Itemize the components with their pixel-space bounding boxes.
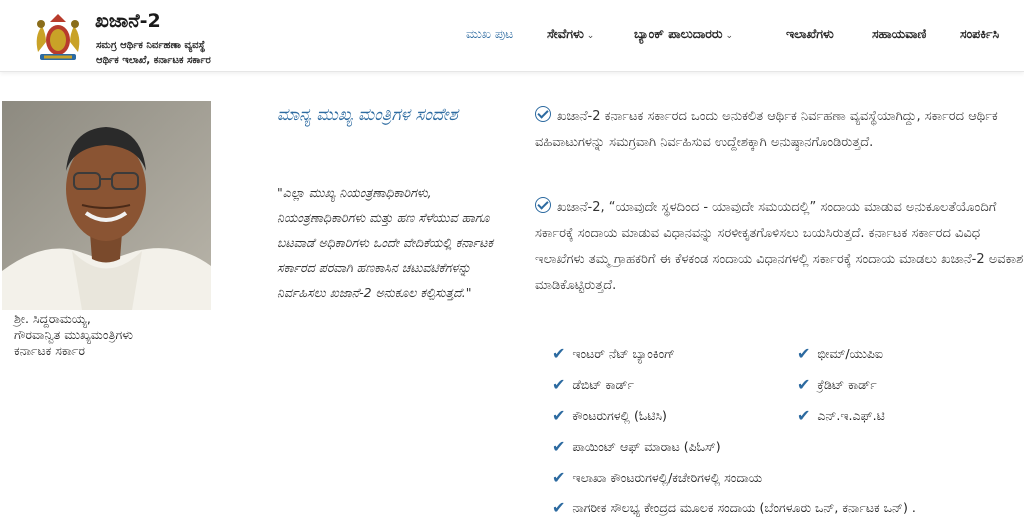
payment-mode-label: ಕ್ರೆಡಿಟ್ ಕಾರ್ಡ್ <box>817 377 877 392</box>
info-paragraph-1-text: ಖಜಾನೆ-2 ಕರ್ನಾಟಕ ಸರ್ಕಾರದ ಒಂದು ಅನುಕಲಿತ ಆರ್ಥಿಕ ನಿರ್ವಹಣಾ ವ್ಯವಸ್ಥೆಯಾಗಿದ್ದು, ಸರ್ಕಾರದ ಆರ್ಥಿಕ ವಹಿವಾಟುಗಳನ್ನು ಸಮಗ್ರವಾಗಿ ನಿರ್ವಹಿಸುವ ಉದ್ದೇಶಕ್ಕಾಗಿ ಅನುಷ್ಠಾನಗೊಂಡಿರುತ್ತದೆ. <box>535 109 998 150</box>
payment-mode-label: ಎನ್.ಇ.ಎಫ್.ಟಿ <box>817 408 885 423</box>
info-paragraph-1 <box>535 104 1024 156</box>
nav-departments-label: ಇಲಾಖೆಗಳು <box>786 26 834 41</box>
check-icon: ✔ <box>552 437 566 456</box>
payment-mode-item <box>797 375 877 394</box>
payment-mode-item <box>797 406 885 425</box>
profile-designation: ಗೌರವಾನ್ವಿತ ಮುಖ್ಯಮಂತ್ರಿಗಳು <box>14 327 134 342</box>
payment-mode-label: ನಾಗರೀಕ ಸೌಲಭ್ಯ ಕೇಂದ್ರದ ಮೂಲಕ ಸಂದಾಯ (ಬೆಂಗಳೂರು ಒನ್, ಕರ್ನಾಟಕ ಒನ್) . <box>572 500 916 515</box>
site-subtitle: ಸಮಗ್ರ ಆರ್ಥಿಕ ನಿರ್ವಹಣಾ ವ್ಯವಸ್ಥೆ <box>96 40 206 51</box>
payment-mode-item <box>797 344 883 363</box>
payment-mode-item <box>552 468 762 487</box>
check-circle-icon <box>535 197 551 213</box>
chevron-down-icon: ⌄ <box>586 31 595 41</box>
payment-mode-item <box>552 375 634 394</box>
site-title: ಖಜಾನೆ-2 <box>95 10 161 32</box>
profile-caption <box>14 311 133 359</box>
payment-mode-label: ಭೀಮ್/ಯುಪಿಐ <box>817 346 884 361</box>
check-icon: ✔ <box>797 344 811 363</box>
nav-home[interactable] <box>466 26 513 42</box>
payment-mode-item <box>552 437 721 456</box>
info-paragraph-2 <box>535 195 1024 299</box>
payment-mode-item <box>552 406 667 425</box>
payment-mode-item <box>552 498 916 517</box>
nav-services-label: ಸೇವೆಗಳು <box>547 26 584 41</box>
site-department: ಆರ್ಥಿಕ ಇಲಾಖೆ, ಕರ್ನಾಟಕ ಸರ್ಕಾರ <box>96 55 211 66</box>
nav-helpline-label: ಸಹಾಯವಾಣಿ <box>872 26 927 41</box>
nav-bank-partners[interactable] <box>634 26 733 42</box>
check-icon: ✔ <box>552 498 566 517</box>
site-header <box>0 0 1024 72</box>
message-quote: "ಎಲ್ಲಾ ಮುಖ್ಯ ನಿಯಂತ್ರಣಾಧಿಕಾರಿಗಳು, ನಿಯಂತ್ರಣಾಧಿಕಾರಿಗಳು ಮತ್ತು ಹಣ ಸೆಳೆಯುವ ಹಾಗೂ ಬಟವಾಡೆ ಅಧಿಕಾರಿಗಳು ಒಂದೇ ವೇದಿಕೆಯಲ್ಲಿ ಕರ್ನಾಟಕ ಸರ್ಕಾರದ ಪರವಾಗಿ ಹಣಕಾಸಿನ ಚಟುವಟಿಕೆಗಳನ್ನು ನಿರ್ವಹಿಸಲು ಖಜಾನೆ-2 ಅನುಕೂಲ ಕಲ್ಪಿಸುತ್ತದೆ." <box>277 185 494 300</box>
check-icon: ✔ <box>552 375 566 394</box>
check-icon: ✔ <box>552 468 566 487</box>
nav-bank-partners-label: ಬ್ಯಾಂಕ್ ಪಾಲುದಾರರು <box>634 26 723 41</box>
payment-mode-label: ಕೌಂಟರುಗಳಲ್ಲಿ (ಓಟಿಸಿ) <box>572 408 667 423</box>
nav-helpline[interactable] <box>872 26 926 42</box>
payment-mode-item <box>552 344 675 363</box>
nav-contact[interactable] <box>960 26 999 42</box>
check-icon: ✔ <box>797 375 811 394</box>
profile-name: ಶ್ರೀ. ಸಿದ್ದರಾಮಯ್ಯ, <box>14 311 91 326</box>
info-paragraph-2-text: ಖಜಾನೆ-2, “ಯಾವುದೇ ಸ್ಥಳದಿಂದ - ಯಾವುದೇ ಸಮಯದಲ್ಲಿ” ಸಂದಾಯ ಮಾಡುವ ಅನುಕೂಲತೆಯೊಂದಿಗೆ ಸರ್ಕಾರಕ್ಕೆ ಸಂದಾಯ ಮಾಡುವ ವಿಧಾನವನ್ನು ಸರಳೀಕೃತಗೊಳಿಸಲು ಬಯಸಿರುತ್ತದೆ. ಕರ್ನಾಟಕ ಸರ್ಕಾರದ ವಿವಿಧ ಇಲಾಖೆಗಳು ತಮ್ಮ ಗ್ರಾಹಕರಿಗೆ ಈ ಕೆಳಕಂಡ ಸಂದಾಯ ವಿಧಾನಗಳಲ್ಲಿ ಸರ್ಕಾರಕ್ಕೆ ಸಂದಾಯ ಮಾಡಲು ಖಜಾನೆ-2 ಅವಕಾಶ ಮಾಡಿಕೊಟ್ಟಿರುತ್ತದೆ. <box>535 200 1024 293</box>
nav-departments[interactable] <box>786 26 834 42</box>
check-circle-icon <box>535 106 551 122</box>
check-icon: ✔ <box>552 344 566 363</box>
payment-mode-label: ಇಂಟರ್ ನೆಟ್ ಬ್ಯಾಂಕಿಂಗ್ <box>572 346 675 361</box>
nav-home-label: ಮುಖ ಪುಟ <box>466 26 514 41</box>
chevron-down-icon: ⌄ <box>725 31 733 41</box>
chief-minister-photo <box>2 101 211 310</box>
profile-government: ಕರ್ನಾಟಕ ಸರ್ಕಾರ <box>14 343 85 358</box>
check-icon: ✔ <box>552 406 566 425</box>
check-icon: ✔ <box>797 406 811 425</box>
payment-mode-label: ಡೆಬಿಟ್ ಕಾರ್ಡ್ <box>572 377 635 392</box>
message-title: ಮಾನ್ಯ ಮುಖ್ಯ ಮಂತ್ರಿಗಳ ಸಂದೇಶ <box>277 105 458 125</box>
nav-services[interactable] <box>547 26 594 42</box>
payment-mode-label: ಇಲಾಖಾ ಕೌಂಟರುಗಳಲ್ಲಿ/ಕಚೇರಿಗಳಲ್ಲಿ ಸಂದಾಯ <box>572 470 763 485</box>
payment-mode-label: ಪಾಯಿಂಟ್ ಆಫ್ ಮಾರಾಟ (ಪಿಓಸ್) <box>572 439 721 454</box>
main-nav <box>0 26 1024 46</box>
nav-contact-label: ಸಂಪರ್ಕಿಸಿ <box>960 26 1000 41</box>
